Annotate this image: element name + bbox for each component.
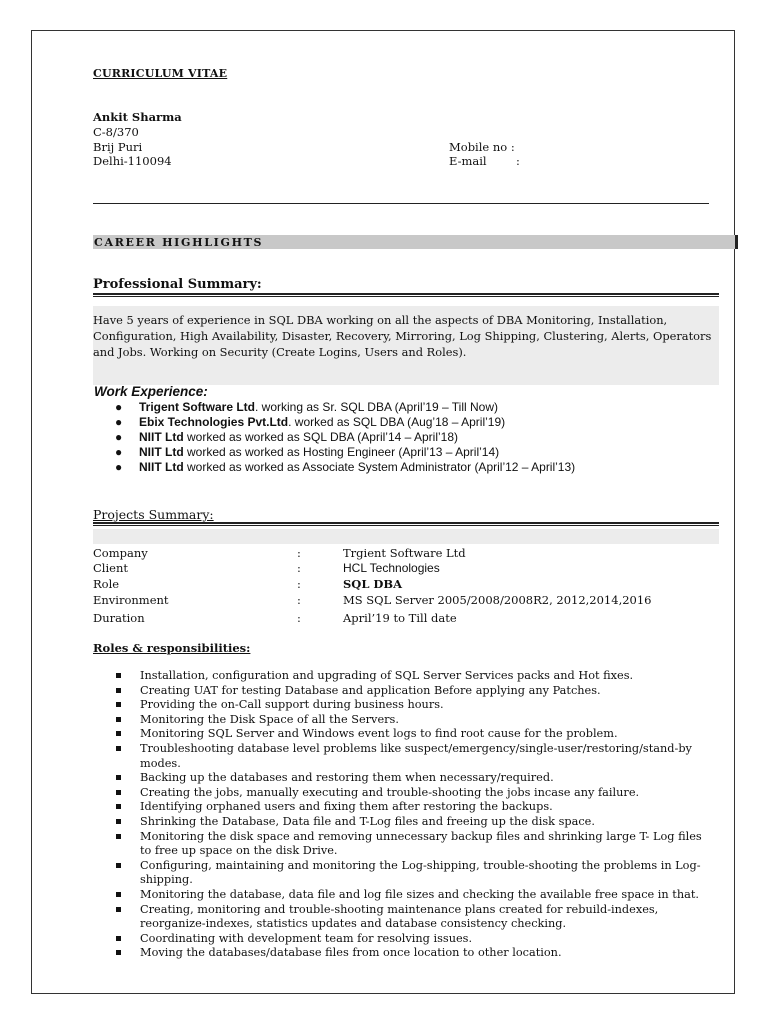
square-bullet-icon [116,702,121,707]
square-bullet-icon [116,892,121,897]
list-item [116,713,716,728]
professional-summary-text: Have 5 years of experience in SQL DBA working on all the aspects of DBA Monitoring, Installation, Configuration, High Availability, Disaster, Recovery, Mirroring, Log Shipping, Clustering, Alerts, Operators and Jobs. Working on Security (Create Logins, Users and Roles). [93,313,712,360]
roles-list [116,669,716,961]
list-item [116,830,716,859]
list-item [116,684,716,699]
square-bullet-icon [116,950,121,955]
list-item [116,946,716,961]
list-item-text: Providing the on-Call support during business hours. [140,698,444,712]
list-item-text: Backing up the databases and restoring them when necessary/required. [140,771,554,785]
candidate-name: Ankit Sharma [93,110,182,124]
header-divider [93,203,709,204]
list-item [116,771,716,786]
row-label: Client [93,561,128,575]
list-item-text: Troubleshooting database level problems like suspect/emergency/single-user/restoring/stand-by modes. [140,741,692,770]
work-item [115,415,505,429]
list-item-text: Creating UAT for testing Database and application Before applying any Patches. [140,683,601,697]
list-item [116,859,716,888]
work-experience-heading: Work Experience: [94,384,208,399]
list-item [116,800,716,815]
list-item-text: Monitoring the database, data file and log file sizes and checking the available free space in that. [140,887,699,901]
email-label: E-mail [449,154,487,168]
list-item [116,698,716,713]
square-bullet-icon [116,936,121,941]
square-bullet-icon [116,790,121,795]
bullet-icon: ● [115,430,123,444]
row-label: Role [93,577,120,591]
square-bullet-icon [116,907,121,912]
square-bullet-icon [116,775,121,780]
bullet-icon: ● [115,400,123,414]
projects-summary-heading: Projects Summary: [93,507,214,522]
work-detail: worked as worked as Hosting Engineer (April’13 – April’14) [183,445,500,459]
work-item [115,400,498,414]
list-item-text: Monitoring the disk space and removing unnecessary backup files and shrinking large T- Log files to free up space on the disk Drive. [140,829,702,858]
square-bullet-icon [116,746,121,751]
row-value: MS SQL Server 2005/2008/2008R2, 2012,2014,2016 [343,593,652,607]
list-item [116,786,716,801]
document-title: CURRICULUM VITAE [93,67,228,80]
row-value: Trgient Software Ltd [343,546,466,560]
roles-heading: Roles & responsibilities: [93,641,251,655]
list-item-text: Shrinking the Database, Data file and T-Log files and freeing up the disk space. [140,814,595,828]
bullet-icon: ● [115,415,123,429]
list-item-text: Creating, monitoring and trouble-shooting maintenance plans created for rebuild-indexes, reorganize-indexes, statistics updates and database consistency checking. [140,902,659,931]
list-item [116,742,716,771]
list-item-text: Coordinating with development team for resolving issues. [140,931,473,945]
square-bullet-icon [116,819,121,824]
email-colon: : [516,154,520,168]
row-value: HCL Technologies [343,561,440,575]
list-item-text: Creating the jobs, manually executing and trouble-shooting the jobs incase any failure. [140,785,640,799]
professional-summary-rule [93,293,719,297]
square-bullet-icon [116,804,121,809]
row-label: Environment [93,593,169,607]
square-bullet-icon [116,731,121,736]
list-item-text: Monitoring the Disk Space of all the Servers. [140,712,399,726]
square-bullet-icon [116,863,121,868]
list-item-text: Identifying orphaned users and fixing them after restoring the backups. [140,800,553,814]
list-item-text: Configuring, maintaining and monitoring the Log-shipping, trouble-shooting the problems in Log-shipping. [140,858,701,887]
work-detail: worked as worked as Associate System Administrator (April’12 – April’13) [183,460,576,474]
row-colon: : [297,593,301,607]
list-item [116,888,716,903]
work-item [115,430,458,444]
row-colon: : [297,546,301,560]
work-company: NIIT Ltd [139,460,184,474]
work-detail: . worked as SQL DBA (Aug’18 – April’19) [288,415,506,429]
address-line-1: C-8/370 [93,125,139,139]
list-item-text: Moving the databases/database files from once location to other location. [140,946,562,960]
professional-summary-heading: Professional Summary: [93,277,262,292]
list-item [116,815,716,830]
work-detail: . working as Sr. SQL DBA (April’19 – Till Now) [255,400,498,414]
square-bullet-icon [116,673,121,678]
work-company: NIIT Ltd [139,430,184,444]
work-item [115,460,575,474]
mobile-label: Mobile no : [449,140,515,154]
row-colon: : [297,561,301,575]
row-value: SQL DBA [343,577,403,591]
row-label: Company [93,546,148,560]
projects-summary-rule [93,522,719,526]
square-bullet-icon [116,834,121,839]
address-line-2: Brij Puri [93,140,143,154]
list-item [116,932,716,947]
work-item [115,445,499,459]
list-item-text: Monitoring SQL Server and Windows event logs to find root cause for the problem. [140,727,618,741]
career-highlights-title: CAREER HIGHLIGHTS [94,236,264,249]
projects-summary-shade [93,529,719,544]
address-line-3: Delhi-110094 [93,154,172,168]
row-colon: : [297,577,301,591]
bullet-icon: ● [115,460,123,474]
row-colon: : [297,611,301,625]
square-bullet-icon [116,688,121,693]
work-company: Ebix Technologies Pvt.Ltd [139,415,289,429]
work-company: NIIT Ltd [139,445,184,459]
row-value: April’19 to Till date [343,611,457,625]
bullet-icon: ● [115,445,123,459]
row-label: Duration [93,611,145,625]
list-item [116,727,716,742]
work-company: Trigent Software Ltd [139,400,256,414]
work-detail: worked as worked as SQL DBA (April’14 – April’18) [183,430,458,444]
square-bullet-icon [116,717,121,722]
list-item-text: Installation, configuration and upgrading of SQL Server Services packs and Hot fixes. [140,669,634,682]
list-item [116,669,716,684]
list-item [116,903,716,932]
